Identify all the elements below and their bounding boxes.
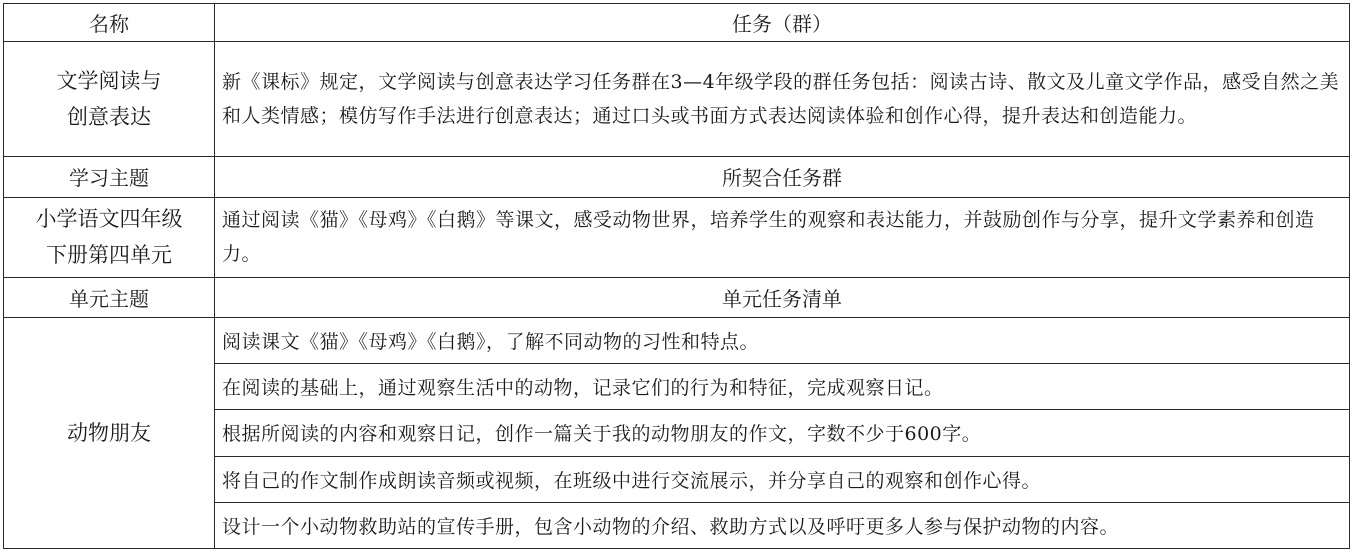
header-row-theme-group [4,156,1350,197]
unit-description: 通过阅读《猫》《母鸡》《白鹅》等课文，感受动物世界，培养学生的观察和表达能力，并鼓励创作与分享，提升文学素养和创造力。 [215,197,1350,277]
literary-reading-name-cell [4,42,215,156]
task-item-5: 设计一个小动物救助站的宣传手册，包含小动物的介绍、救助方式以及呼吁更多人参与保护动物的内容。 [215,502,1350,548]
task-item-2: 在阅读的基础上，通过观察生活中的动物，记录它们的行为和特征，完成观察日记。 [215,364,1350,410]
unit-name-line-2: 下册第四单元 [46,243,172,268]
unit-name-line-1: 小学语文四年级 [35,207,183,232]
unit-theme-animal-friends: 动物朋友 [4,318,215,549]
unit-row [4,197,1350,277]
unit-name-cell [4,197,215,277]
header-task-list-cell: 单元任务清单 [215,277,1350,317]
header-learning-theme-cell: 学习主题 [4,156,215,197]
task-item-4: 将自己的作文制作成朗读音频或视频，在班级中进行交流展示，并分享自己的观察和创作心得。 [215,456,1350,502]
header-row-unit-tasks [4,277,1350,317]
literary-reading-row [4,42,1350,156]
header-task-group-cell: 任务（群） [215,4,1350,42]
literary-reading-name-line-1: 文学阅读与 [56,68,162,93]
header-matching-group-cell: 所契合任务群 [215,156,1350,197]
task-group-table [3,3,1350,549]
header-row-name-task [4,4,1350,42]
header-name-cell: 名称 [4,4,215,42]
literary-reading-name-line-2: 创意表达 [67,104,151,129]
header-unit-theme-cell: 单元主题 [4,277,215,317]
task-item-1: 阅读课文《猫》《母鸡》《白鹅》，了解不同动物的习性和特点。 [215,318,1350,364]
task-item-3: 根据所阅读的内容和观察日记，创作一篇关于我的动物朋友的作文，字数不少于600字。 [215,410,1350,456]
literary-reading-description: 新《课标》规定，文学阅读与创意表达学习任务群在3—4年级学段的群任务包括：阅读古诗、散文及儿童文学作品，感受自然之美和人类情感；模仿写作手法进行创意表达；通过口头或书面方式表达阅读体验和创作心得，提升表达和创造能力。 [215,42,1350,156]
task-row [4,318,1350,364]
